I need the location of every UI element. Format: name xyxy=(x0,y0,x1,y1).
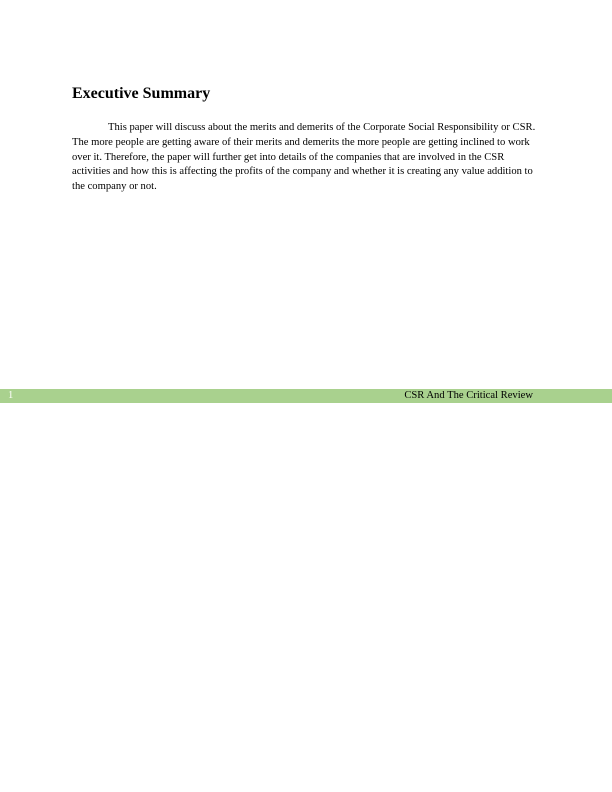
section-heading: Executive Summary xyxy=(72,85,211,102)
footer-title: CSR And The Critical Review xyxy=(404,390,533,401)
page-number: 1 xyxy=(8,390,14,401)
executive-summary-paragraph: This paper will discuss about the merits and demerits of the Corporate Social Responsibility or CSR. The more people are getting aware of their merits and demerits the more people are getting inclined to work over it. Therefore, the paper will further get into details of the companies that are involved in the CSR activities and how this is affecting the profits of the company and whether it is creating any value addition to the company or not. xyxy=(72,122,536,193)
page-footer xyxy=(0,389,612,403)
